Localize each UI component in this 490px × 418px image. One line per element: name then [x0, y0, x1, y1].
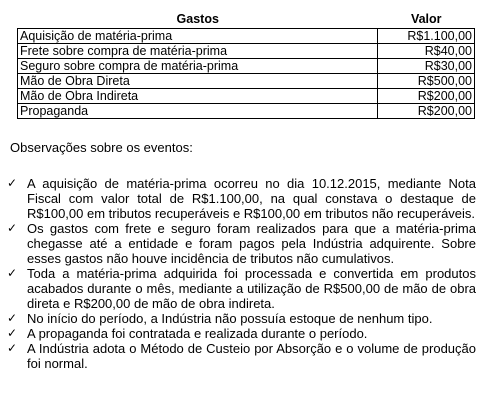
list-item [7, 176, 476, 221]
expense-label: Seguro sobre compra de matéria-prima [18, 59, 378, 74]
check-mark-icon: ✓ [7, 176, 18, 190]
list-item [7, 341, 476, 371]
header-expense: Gastos [176, 11, 219, 26]
list-item-text: A aquisição de matéria-prima ocorreu no dia 10.12.2015, mediante Nota Fiscal com valor total de R$1.100,00, na qual constava o destaque de R$100,00 em tributos recuperáveis e R$100,00 em tributos não recuperáveis. [27, 176, 476, 221]
expense-value: R$200,00 [378, 89, 475, 104]
expense-value: R$500,00 [378, 74, 475, 89]
table-row [18, 74, 475, 89]
table-row [18, 44, 475, 59]
list-item-text: Os gastos com frete e seguro foram realizados para que a matéria-prima chegasse até a entidade e foram pagos pela Indústria adquirente. Sobre esses gastos não houve incidência de tributos não cumulativos. [27, 221, 476, 266]
expense-label: Mão de Obra Indireta [18, 89, 378, 104]
check-mark-icon: ✓ [7, 311, 18, 325]
list-item-text: Toda a matéria-prima adquirida foi processada e convertida em produtos acabados durante o mês, mediante a utilização de R$500,00 de mão de obra direta e R$200,00 de mão de obra indireta. [27, 266, 476, 311]
check-mark-icon: ✓ [7, 266, 18, 280]
observations-list [7, 176, 476, 371]
observations-heading: Observações sobre os eventos: [10, 140, 193, 155]
table-row [18, 89, 475, 104]
list-item-text: A propaganda foi contratada e realizada durante o período. [27, 326, 368, 341]
expense-label: Frete sobre compra de matéria-prima [18, 44, 378, 59]
list-item [7, 221, 476, 266]
expense-value: R$30,00 [378, 59, 475, 74]
list-item-text: No início do período, a Indústria não possuía estoque de nenhum tipo. [27, 311, 433, 326]
expense-label: Propaganda [18, 104, 378, 119]
expense-label: Mão de Obra Direta [18, 74, 378, 89]
check-mark-icon: ✓ [7, 221, 18, 235]
expense-value: R$1.100,00 [378, 29, 475, 44]
expenses-table [17, 10, 475, 119]
expense-value: R$40,00 [378, 44, 475, 59]
check-mark-icon: ✓ [7, 341, 18, 355]
table-row [18, 104, 475, 119]
check-mark-icon: ✓ [7, 326, 18, 340]
table-header-row [18, 10, 475, 29]
table-row [18, 59, 475, 74]
header-value: Valor [410, 11, 442, 26]
list-item-text: A Indústria adota o Método de Custeio por Absorção e o volume de produção foi normal. [27, 341, 476, 371]
table-row [18, 29, 475, 44]
expense-value: R$200,00 [378, 104, 475, 119]
list-item [7, 266, 476, 311]
expense-label: Aquisição de matéria-prima [18, 29, 378, 44]
list-item [7, 326, 476, 341]
list-item [7, 311, 476, 326]
